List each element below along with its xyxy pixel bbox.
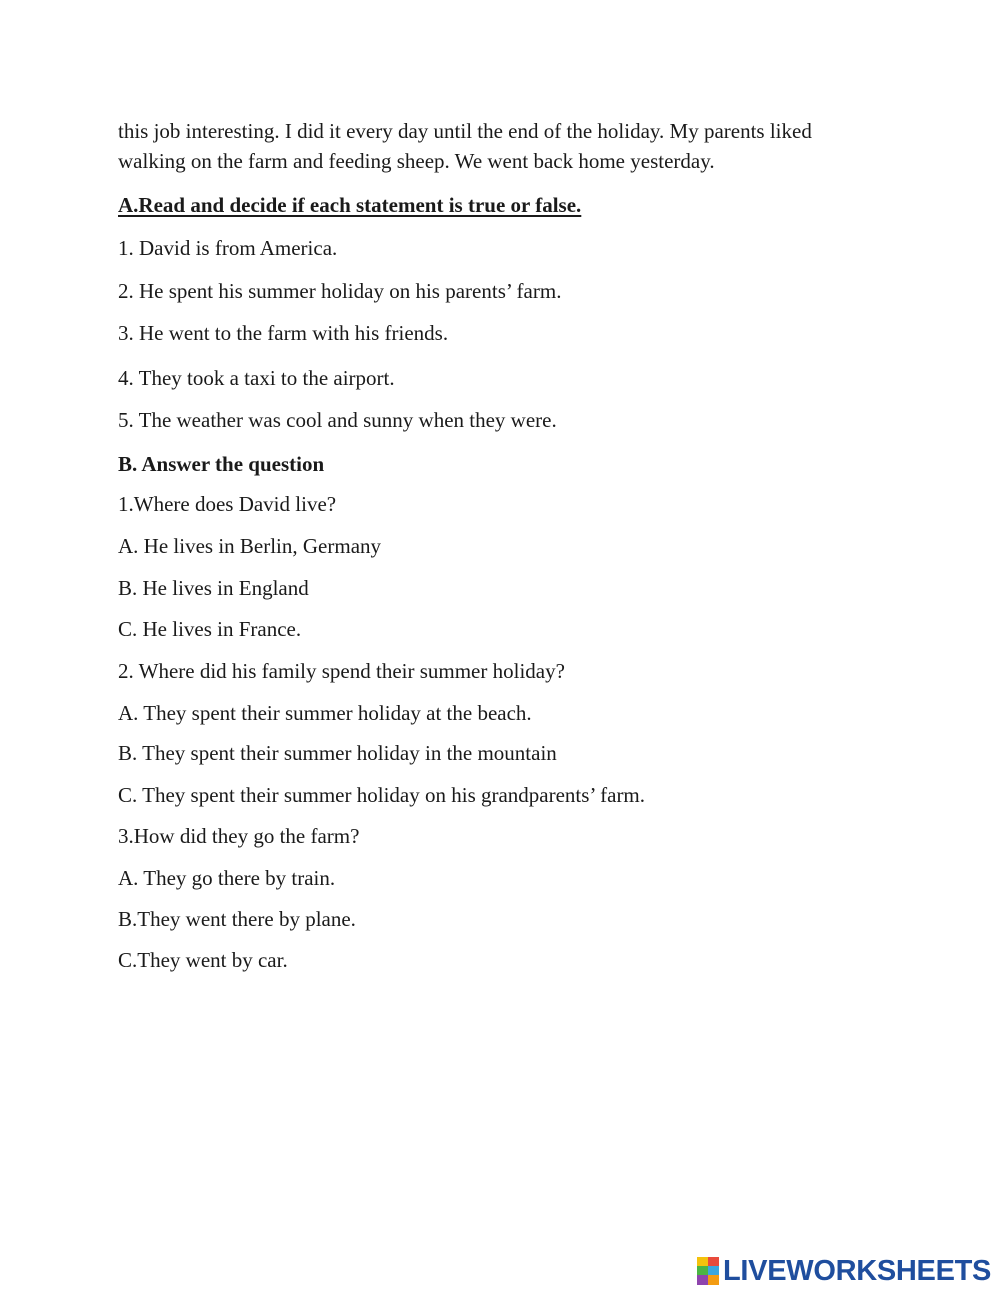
statement-2: 2. He spent his summer holiday on his parents’ farm.: [118, 279, 562, 303]
question-3-option-b: B.They went there by plane.: [118, 907, 356, 931]
liveworksheets-logo[interactable]: [697, 1255, 991, 1287]
passage-line: this job interesting. I did it every day until the end of the holiday. My parents liked: [118, 119, 812, 143]
liveworksheets-logo-icon: [697, 1257, 719, 1285]
statement-3: 3. He went to the farm with his friends.: [118, 321, 449, 345]
section-a-heading: A.Read and decide if each statement is true or false.: [118, 193, 582, 217]
statement-4: 4. They took a taxi to the airport.: [118, 366, 395, 390]
passage-continuation: [118, 116, 908, 176]
question-3: 3.How did they go the farm?: [118, 824, 360, 848]
question-1-option-c: C. He lives in France.: [118, 617, 302, 641]
question-2-option-b: B. They spent their summer holiday in the mountain: [118, 741, 557, 765]
question-1-option-a: A. He lives in Berlin, Germany: [118, 534, 382, 558]
question-2: 2. Where did his family spend their summer holiday?: [118, 659, 565, 683]
logo-text: LIVEWORKSHEETS: [723, 1255, 992, 1287]
section-b-heading: B. Answer the question: [118, 452, 325, 476]
question-2-option-c: C. They spent their summer holiday on his grandparents’ farm.: [118, 783, 646, 807]
statement-5: 5. The weather was cool and sunny when they were.: [118, 408, 557, 432]
question-1: 1.Where does David live?: [118, 492, 337, 516]
statement-1: 1. David is from America.: [118, 236, 338, 260]
question-1-option-b: B. He lives in England: [118, 576, 309, 600]
question-3-option-c: C.They went by car.: [118, 948, 288, 972]
question-3-option-a: A. They go there by train.: [118, 866, 336, 890]
question-2-option-a: A. They spent their summer holiday at the beach.: [118, 701, 532, 725]
passage-line: walking on the farm and feeding sheep. We went back home yesterday.: [118, 149, 715, 173]
